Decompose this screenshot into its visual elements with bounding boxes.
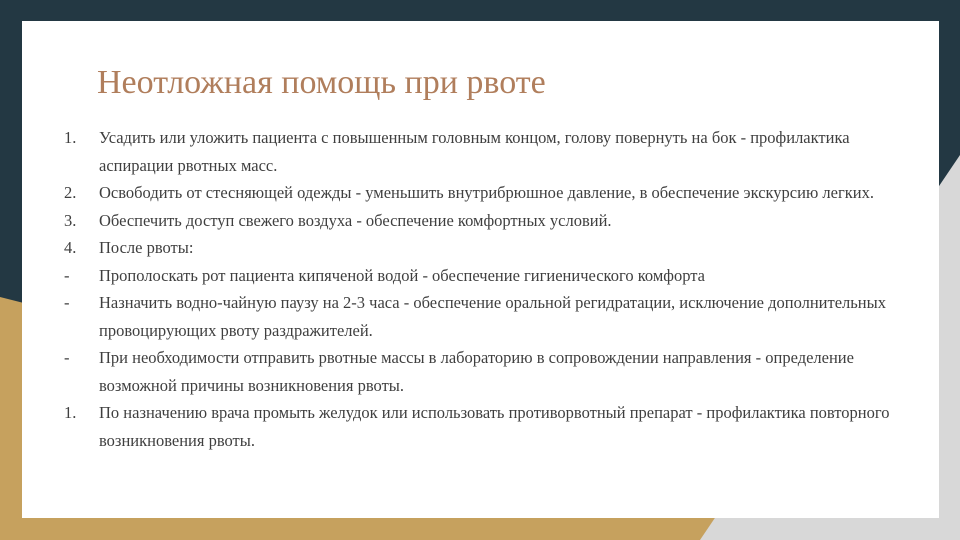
list-item-text: По назначению врача промыть желудок или использовать противорвотный препарат - профилактика повторного возникновения рвоты. — [99, 403, 890, 450]
list-item — [64, 289, 912, 344]
list-marker: 3. — [64, 210, 77, 230]
list-marker: 1. — [64, 403, 77, 422]
list-item-text: Усадить или уложить пациента с повышенным головным концом, голову повернуть на бок - профилактика аспирации рвотных масс. — [99, 128, 850, 175]
slide-card — [22, 21, 939, 518]
list-item-text: Обеспечить доступ свежего воздуха - обеспечение комфортных условий. — [99, 210, 612, 230]
list-marker: 2. — [64, 183, 77, 202]
list-marker: - — [64, 348, 70, 367]
list-item — [64, 179, 912, 207]
list-marker: - — [64, 265, 70, 285]
list-item — [64, 207, 912, 235]
list-marker: 1. — [64, 128, 77, 147]
list-item — [64, 124, 912, 179]
list-marker: 4. — [64, 238, 77, 257]
list-marker: - — [64, 293, 70, 312]
list-item — [64, 399, 912, 454]
list-item-text: Назначить водно-чайную паузу на 2-3 часа - обеспечение оральной регидратации, исключение дополнительных провоцирующих рвоту раздражителей. — [99, 293, 886, 340]
list-item — [64, 344, 912, 399]
list-item — [64, 234, 912, 262]
list-item-text: После рвоты: — [99, 238, 194, 257]
list-item — [64, 262, 912, 290]
slide-title: Неотложная помощь при рвоте — [97, 64, 546, 101]
list-item-text: Освободить от стесняющей одежды - уменьшить внутрибрюшное давление, в обеспечение экскурсию легких. — [99, 183, 874, 202]
list-item-text: При необходимости отправить рвотные массы в лабораторию в сопровождении направления - определение возможной причины возникновения рвоты. — [99, 348, 854, 395]
list-item-text: Прополоскать рот пациента кипяченой водой - обеспечение гигиенического комфорта — [99, 265, 705, 285]
instruction-list — [64, 124, 912, 454]
